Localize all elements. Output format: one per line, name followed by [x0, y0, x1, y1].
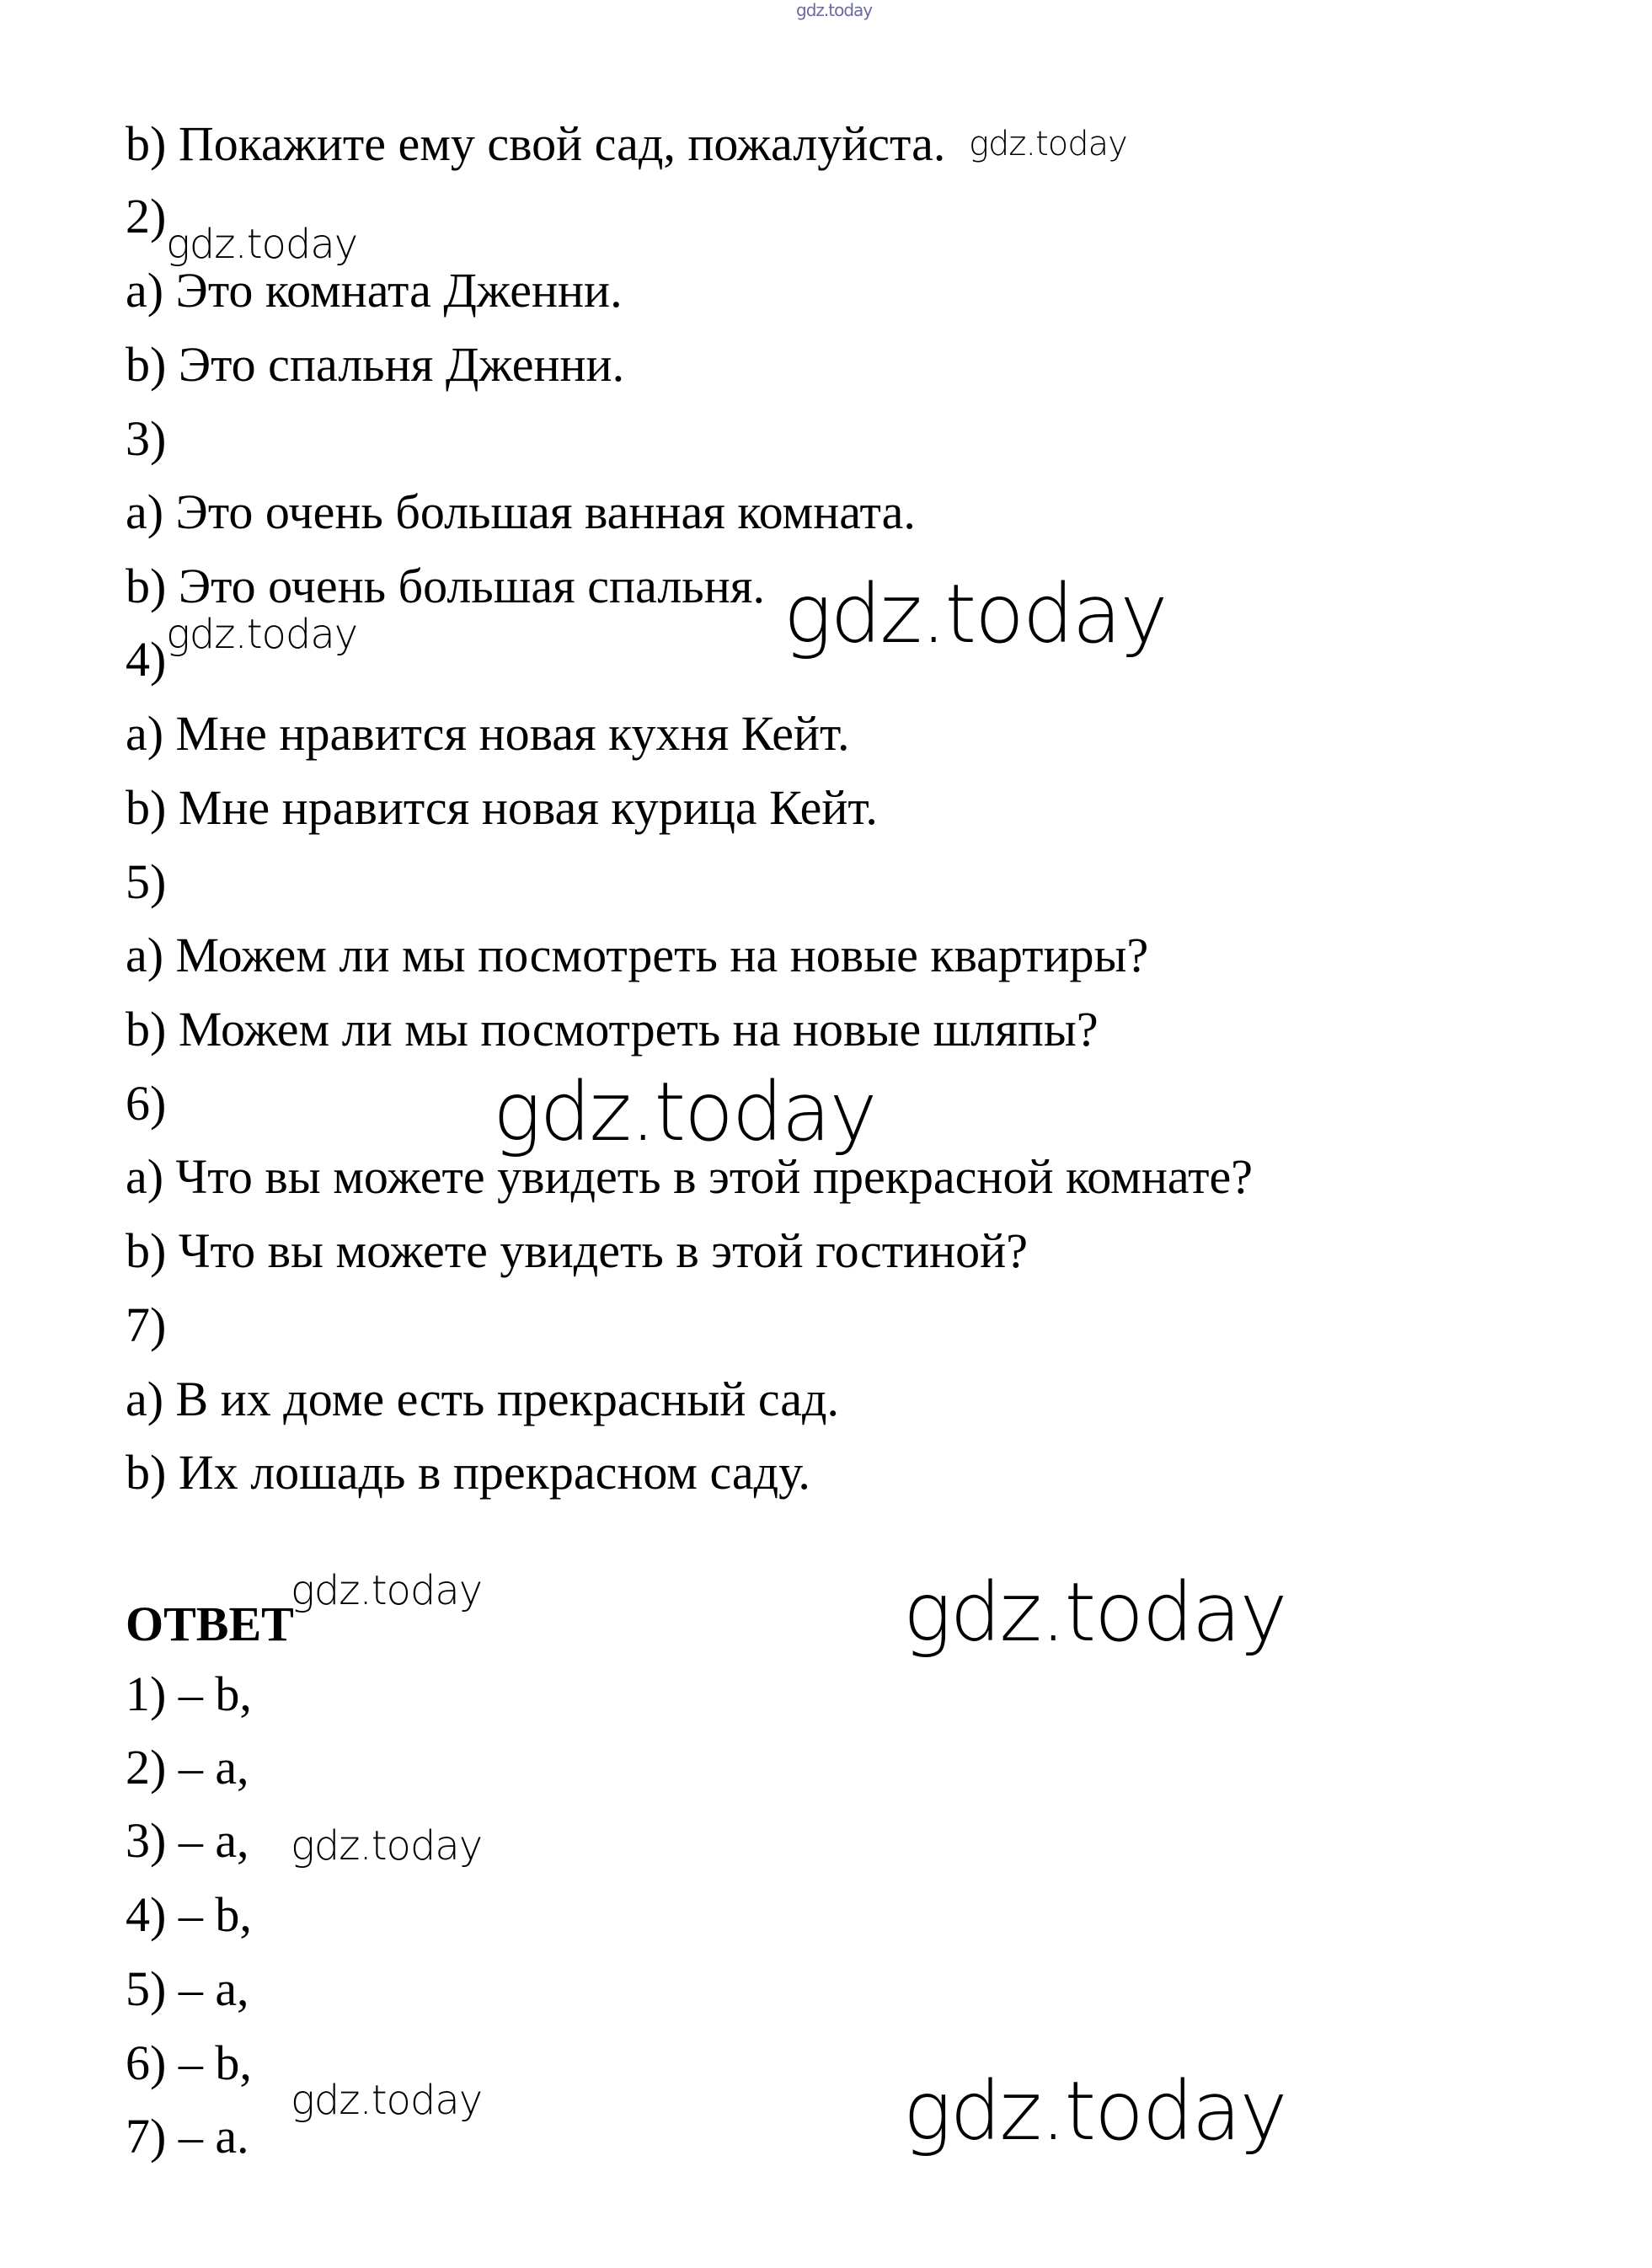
answer-item: 4) – b, — [126, 1887, 252, 1942]
watermark-small: gdz.today — [166, 611, 358, 658]
watermark-large: gdz.today — [903, 2064, 1286, 2158]
exercise-line: a) Можем ли мы посмотреть на новые квартиры? — [126, 928, 1149, 982]
exercise-line: 7) — [126, 1297, 167, 1352]
exercise-line: 3) — [126, 411, 167, 466]
exercise-line: a) В их доме есть прекрасный сад. — [126, 1372, 840, 1426]
exercise-line: 6) — [126, 1076, 167, 1131]
exercise-line: b) Это спальня Дженни. — [126, 337, 625, 392]
exercise-line: b) Покажите ему свой сад, пожалуйста. — [126, 116, 946, 171]
watermark-small: gdz.today — [291, 1822, 483, 1869]
exercise-line: b) Можем ли мы посмотреть на новые шляпы? — [126, 1002, 1099, 1056]
answer-heading: ОТВЕТ — [126, 1597, 294, 1651]
answer-item: 7) – a. — [126, 2109, 249, 2164]
exercise-line: a) Мне нравится новая кухня Кейт. — [126, 706, 850, 761]
exercise-line: b) Что вы можете увидеть в этой гостиной? — [126, 1223, 1028, 1278]
exercise-line: 2) — [126, 189, 167, 243]
watermark-small: gdz.today — [291, 2077, 483, 2124]
answer-item: 6) – b, — [126, 2035, 252, 2090]
watermark-large: gdz.today — [783, 567, 1167, 661]
exercise-line: b) Мне нравится новая курица Кейт. — [126, 780, 878, 835]
watermark-top: gdz.today — [796, 0, 873, 20]
answer-item: 2) – a, — [126, 1740, 249, 1795]
watermark-small: gdz.today — [291, 1567, 483, 1614]
watermark-large: gdz.today — [903, 1565, 1286, 1660]
exercise-line: a) Что вы можете увидеть в этой прекрасной комнате? — [126, 1149, 1253, 1204]
exercise-line: a) Это комната Дженни. — [126, 263, 623, 318]
exercise-line: b) Их лошадь в прекрасном саду. — [126, 1445, 810, 1500]
answer-item: 5) – a, — [126, 1961, 249, 2016]
exercise-line: b) Это очень большая спальня. — [126, 559, 765, 613]
answer-item: 3) – a, — [126, 1813, 249, 1868]
watermark-large: gdz.today — [493, 1065, 876, 1159]
exercise-line: 5) — [126, 854, 167, 909]
answer-item: 1) – b, — [126, 1666, 252, 1721]
exercise-line: a) Это очень большая ванная комната. — [126, 484, 916, 539]
watermark-small: gdz.today — [166, 221, 358, 268]
watermark-inline: gdz.today — [969, 125, 1127, 163]
exercise-line: 4) — [126, 632, 167, 687]
